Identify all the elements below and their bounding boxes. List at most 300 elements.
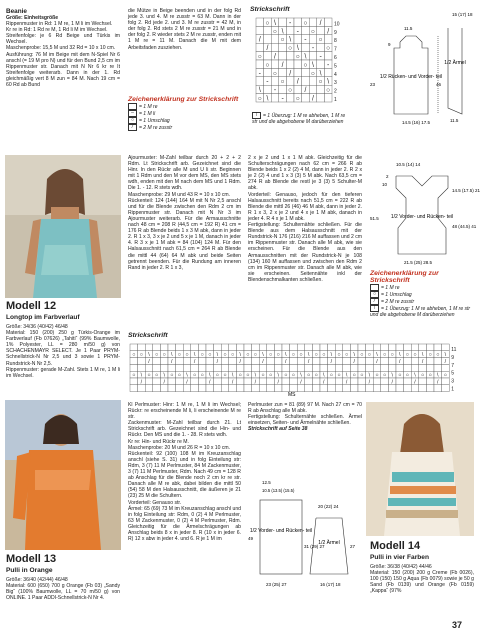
chart-cell — [388, 385, 396, 392]
chart-cell — [396, 364, 404, 371]
chart-symbol: \ — [285, 352, 287, 359]
chart-cell — [183, 385, 191, 392]
chart-symbol: / — [285, 358, 287, 365]
chart-symbol: ○ — [265, 61, 270, 69]
chart-cell — [309, 85, 317, 93]
chart-symbol: ○ — [215, 372, 220, 379]
chart-cell — [271, 43, 279, 51]
chart-cell — [259, 364, 267, 371]
chart-symbol: / — [266, 45, 269, 53]
chart-row-label: 5 — [451, 370, 454, 377]
chart-symbol: / — [399, 358, 401, 365]
chart-cell — [271, 60, 279, 68]
chart-cell — [320, 385, 328, 392]
chart-symbol: ○ — [306, 372, 311, 379]
chart-cell — [426, 378, 434, 385]
chart-symbol: / — [437, 379, 439, 386]
chart1-note — [252, 112, 352, 125]
chart-symbol: \ — [376, 352, 378, 359]
chart-symbol: / — [262, 358, 264, 365]
beanie-kr: Kr re in Rd: 1 Rd re M, 1 Rd li M im Wechsel. — [6, 27, 108, 34]
schema3-label-body: 1/2 Vorder- und Rücken- teil — [249, 528, 313, 534]
beanie-finish-text: die Mütze in Beige beenden und in der folg Rd jede 3. und 4. M re zusstr = 63 M. Dann in der folg 2. Rd jede 2. und 3. M re zusstr = 42 M, in der folg 2. Rd stets 2 M re zusstr = 21 M und in der folg 2. R wieder stets 2 M re zusstr, enden mit 1 M re = 11 M. Danach die M mit dem Arbeitsfaden zusziehen. — [128, 8, 241, 51]
chart-cell — [138, 344, 146, 351]
chart-symbol: ○ — [299, 352, 303, 359]
beanie-ausfuehrung: Ausführung: 76 M im Beige mit dem N-Spiel Nr 6 anschl (= 19 M pro N) und für den Bund 2,5 cm im Rippenmuster str. Danach mit N Nr 6 kr re It Streifenfolge weiterarb. Dann in der 1. Rd gleichmäßig vert 8 M zun = 84 M. Nach 19 cm = 60 Rd ab Bund — [6, 51, 120, 89]
symbol-ueberzug-icon: \ — [252, 112, 261, 119]
chart-cell — [176, 364, 184, 371]
chart-cell — [168, 364, 176, 371]
chart-symbol: ○ — [303, 19, 308, 27]
chart-cell — [286, 94, 294, 102]
chart-cell — [138, 364, 146, 371]
chart-cell — [358, 364, 366, 371]
chart-symbol: ○ — [318, 36, 323, 44]
legend-item-li — [128, 110, 240, 117]
chart-cell — [267, 385, 275, 392]
chart-cell — [317, 60, 325, 68]
chart-cell — [396, 385, 404, 392]
chart-cell — [286, 77, 294, 85]
chart-cell — [411, 344, 419, 351]
chart-cell — [404, 358, 412, 365]
chart-cell — [309, 77, 317, 85]
chart-symbol: / — [330, 358, 333, 365]
chart-cell — [335, 344, 343, 351]
chart-symbol: ○ — [139, 352, 144, 359]
chart-cell — [279, 43, 287, 51]
chart-cell — [343, 385, 351, 392]
chart-cell — [168, 378, 176, 385]
chart-symbol: ○ — [360, 372, 364, 379]
chart-cell — [396, 344, 404, 351]
chart-cell — [274, 364, 282, 371]
chart-symbol: \ — [296, 45, 299, 53]
chart-row-label: 1 — [334, 97, 337, 103]
chart-row-label: 4 — [334, 71, 337, 78]
chart-symbol: ○ — [420, 372, 425, 379]
chart-cell — [130, 378, 138, 385]
chart-cell — [426, 385, 434, 392]
schema3-dim: 31 (29) 27 — [304, 544, 325, 549]
chart-symbol: ○ — [208, 352, 212, 359]
chart2-ms: MS — [288, 392, 296, 398]
chart-symbol: / — [193, 358, 196, 365]
chart-cell — [259, 344, 267, 351]
model13-maschenprobe: Maschenprobe: 20 M und 26 R = 10 x 10 cm. — [128, 444, 231, 451]
chart-symbol: / — [312, 95, 314, 103]
chart-symbol: ○ — [367, 352, 372, 359]
chart-symbol: \ — [399, 352, 401, 359]
chart-cell — [294, 18, 302, 26]
beanie-section — [6, 8, 120, 88]
chart-symbol: - — [319, 53, 322, 61]
chart-symbol: - — [258, 70, 261, 78]
schema1-label-sleeve: 1/2 Ärmel — [444, 60, 466, 66]
chart-symbol: ○ — [162, 352, 166, 359]
chart-cell — [419, 344, 427, 351]
chart-cell — [130, 344, 138, 351]
chart-symbol: / — [421, 358, 424, 365]
model13-material: Material: 600 (650) 700 g Orange (Fb 03) „Sandy Big“ (100% Baumwolle, LL = 70 m/50 g) von ONLINE. 1 Paar ADDI-Schnellstrick-N Nr 4. — [6, 583, 120, 602]
chart-cell — [328, 364, 336, 371]
chart-symbol: ○ — [375, 372, 379, 379]
legend-model12 — [370, 270, 474, 318]
chart-cell — [302, 43, 310, 51]
chart-symbol: / — [258, 36, 261, 44]
chart-cell — [317, 94, 325, 102]
chart-symbol: ○ — [436, 352, 440, 359]
chart-symbol: ○ — [390, 352, 394, 359]
beanie-title: Beanie — [6, 8, 27, 15]
chart-cell — [198, 364, 206, 371]
chart-symbol: - — [304, 36, 307, 44]
chart-symbol: \ — [266, 95, 269, 103]
chart-symbol: ○ — [154, 372, 159, 379]
chart-symbol: ○ — [147, 372, 151, 379]
chart-cell — [138, 358, 146, 365]
chart-cell — [396, 378, 404, 385]
chart-symbol: ○ — [185, 352, 189, 359]
chart-cell — [312, 358, 320, 365]
model13-zacken: Zackenmuster: M-Zahl teilbar durch 21. Lt Strickschrift arb. Gezeichnet sind die Hin- und Rückr. Den MS und die 1. - 28. R stets wdh. — [128, 420, 241, 439]
symbol-dash-icon: – — [128, 110, 137, 117]
chart-cell — [191, 385, 199, 392]
chart-cell — [145, 364, 153, 371]
chart-cell — [130, 358, 138, 365]
chart-symbol: / — [216, 358, 219, 365]
chart-cell — [229, 364, 237, 371]
chart-cell — [366, 344, 374, 351]
schema2-dim: 10.5 (14) 14 — [396, 162, 421, 167]
chart-cell — [309, 18, 317, 26]
model14-photo — [366, 402, 474, 536]
chart-row-label: 11 — [451, 346, 457, 353]
model13-vorder: Vorderteil: Genauso str. — [128, 499, 182, 506]
chart-cell — [229, 358, 237, 365]
chart-symbol: \ — [353, 352, 355, 359]
chart-cell — [411, 358, 419, 365]
chart-cell — [328, 385, 336, 392]
chart-symbol: \ — [289, 36, 292, 44]
schema2-dim: 51.5 — [370, 216, 379, 221]
chart-symbol: ○ — [295, 95, 300, 103]
beanie-rippen: Rippenmuster in Rd: 1 M re, 1 M li im Wechsel. — [6, 21, 113, 28]
chart-cell — [145, 385, 153, 392]
chart-cell — [324, 68, 332, 76]
chart-cell — [373, 385, 381, 392]
chart-cell — [320, 358, 328, 365]
chart-symbol: ○ — [413, 352, 417, 359]
model14-section — [370, 540, 474, 594]
chart-cell — [317, 43, 325, 51]
chart-symbol: / — [376, 358, 378, 365]
chart-symbol: ○ — [303, 61, 308, 69]
chart2-title: Strickschrift — [128, 332, 168, 339]
chart-cell — [130, 364, 138, 371]
chart-cell — [183, 358, 191, 365]
chart-cell — [297, 364, 305, 371]
legend-label: = 1 Umschlag — [381, 291, 412, 298]
chart-cell — [244, 378, 252, 385]
chart-cell — [426, 364, 434, 371]
chart-symbol: / — [414, 379, 416, 386]
model12-schulter: 2 x je 2 und 1 x 1 M abk. Gleichzeitig für die Schulterschrägungen nach 62 cm = 266 R ab Blende beids 1 x 2 (2) 4 M, dann in jeder 2. R 2 x je 2 (2) 4 und 1 x 3 (3) 5 M abk. Nach 63,5 cm = 274 R ab Blende die restl je 3 (3) 5 Schulter-M abk. — [248, 155, 362, 192]
chart-cell — [312, 364, 320, 371]
chart-cell — [282, 385, 290, 392]
chart-cell — [335, 385, 343, 392]
chart-cell — [206, 364, 214, 371]
chart-row-label: 5 — [334, 63, 337, 70]
chart-cell — [160, 385, 168, 392]
chart-cell — [244, 358, 252, 365]
legend-label: = 2 M re zusstr — [139, 124, 173, 131]
chart-cell — [358, 378, 366, 385]
chart-symbol: ○ — [246, 352, 250, 359]
chart-symbol: \ — [140, 372, 143, 379]
chart-cell — [305, 364, 313, 371]
chart-symbol: - — [311, 45, 315, 53]
schema-beanie — [366, 6, 474, 130]
chart-symbol: \ — [231, 372, 234, 379]
chart-symbol: / — [209, 379, 211, 386]
model13-title: Modell 13 — [6, 553, 57, 565]
model12-instructions-2 — [248, 155, 362, 283]
chart-cell — [324, 35, 332, 43]
chart-cell — [373, 378, 381, 385]
chart1-note-text: = 1 Überzug: 1 M re abheben, 1 M re str und die abgehobene M darüberziehen — [252, 112, 346, 126]
chart-cell — [312, 385, 320, 392]
chart-symbol: \ — [148, 352, 150, 359]
chart-cell — [294, 35, 302, 43]
chart-cell — [328, 344, 336, 351]
symbol-slash-icon: / — [370, 298, 379, 305]
chart-cell — [221, 385, 229, 392]
chart-symbol: / — [277, 379, 279, 386]
chart-symbol: ○ — [238, 372, 242, 379]
chart-symbol: / — [281, 61, 284, 69]
chart-cell — [302, 68, 310, 76]
chart-symbol: / — [327, 28, 330, 36]
chart-cell — [183, 344, 191, 351]
chart-symbol: ○ — [360, 352, 364, 359]
chart-symbol: ○ — [268, 372, 273, 379]
symbol-empty-icon — [128, 103, 137, 110]
chart-cell — [388, 364, 396, 371]
chart-cell — [264, 35, 272, 43]
chart-symbol: ○ — [132, 352, 136, 359]
chart-cell — [366, 358, 374, 365]
chart-cell — [221, 358, 229, 365]
chart-symbol: \ — [307, 352, 310, 359]
model13-photo — [5, 400, 121, 550]
schema1-dim: 14.5 (16) 17.5 — [402, 120, 431, 125]
schema2-dim: 48 (44.5) 41 — [452, 224, 477, 229]
chart-symbol: \ — [281, 28, 284, 36]
schema1-dim: 46 — [436, 82, 442, 87]
chart-cell — [206, 385, 214, 392]
chart-cell — [343, 364, 351, 371]
chart-symbol: ○ — [272, 28, 278, 36]
model14-title: Modell 14 — [370, 540, 421, 552]
chart-symbol: / — [304, 87, 307, 95]
chart-cell — [264, 26, 272, 34]
legend-item-zusstr — [128, 124, 240, 131]
chart-cell — [294, 85, 302, 93]
chart-cell — [153, 385, 161, 392]
chart-cell — [236, 378, 244, 385]
beanie-streifen: Streifenfolge: je 6 Rd Beige und Türkis im Wechsel. — [6, 33, 120, 46]
chart-cell — [404, 364, 412, 371]
chart-symbol: \ — [312, 61, 314, 69]
chart-cell — [176, 385, 184, 392]
model14-material: Material: 150 (200) 200 g Creme (Fb 0026), 100 (150) 150 g Aqua (Fb 0079) sowie je 50 g Sand (Fb 0139) und Orange (Fb 0159) „Kappa“ (97% — [370, 570, 474, 595]
chart-symbol: ○ — [329, 372, 334, 379]
chart-symbol: \ — [300, 372, 302, 379]
chart-cell — [252, 364, 260, 371]
chart-symbol: ○ — [398, 372, 402, 379]
schema3-dim: 12.5 — [262, 480, 271, 485]
model14-photo-image — [366, 402, 474, 536]
schema3-dim: 16 (17) 18 — [320, 582, 341, 587]
chart-row-label: 7 — [334, 46, 337, 53]
chart-cell — [305, 378, 313, 385]
model12-material: Material: 150 (200) 250 g Türkis-Orange im Farbverlauf (Fb 07626) „Tahiti“ (99% Baumwolle, 1% Polyester, LL = 280 m/50 g) von SCHACHENMAYR SELECT. Je 1 Paar PRYM-Schnellstrick-N Nr 2,5 und 3 sowie 1 PRYM-Rundstrick-N Nr 2,5. — [6, 330, 120, 367]
chart-symbol: \ — [209, 372, 211, 379]
chart-symbol: ○ — [223, 372, 227, 379]
chart-cell — [294, 68, 302, 76]
legend-label: = 1 M li — [139, 110, 156, 117]
legend2-title: Zeichenerklärung zur Strickschrift — [370, 270, 439, 284]
chart-cell — [153, 364, 161, 371]
chart-cell — [282, 364, 290, 371]
chart-row-label: 6 — [334, 55, 337, 61]
chart-cell — [312, 378, 320, 385]
chart-cell — [373, 344, 381, 351]
chart-symbol: ○ — [443, 372, 448, 379]
chart-cell — [214, 378, 222, 385]
chart-cell — [138, 385, 146, 392]
chart-cell — [279, 68, 287, 76]
chart-cell — [290, 344, 298, 351]
chart-cell — [411, 364, 419, 371]
chart-cell — [434, 364, 442, 371]
chart-cell — [259, 378, 267, 385]
chart-cell — [286, 26, 294, 34]
chart-symbol: - — [296, 28, 299, 36]
chart-symbol: - — [266, 78, 269, 86]
chart-cell — [302, 26, 310, 34]
chart-symbol: ○ — [352, 372, 356, 379]
model12-vorderteil: Vorderteil: Genauso, jedoch für den tieferen Halsausschnitt bereits nach 51,5 cm = 222 R ab Blende die mittl 26 (46) 46 M abk, dann in jeder 2. R 1 x 3, 2 x je 2 und 4 x je 1 M abk, danach in jeder 4. R 4 x je 1 M abk. — [248, 191, 362, 222]
chart-cell — [343, 344, 351, 351]
legend-label: = 2 M re zusstr — [381, 298, 415, 305]
chart-symbol: ○ — [326, 87, 331, 95]
chart-cell — [290, 358, 298, 365]
chart-cell — [290, 378, 298, 385]
chart-symbol: ○ — [405, 352, 410, 359]
chart-cell — [198, 385, 206, 392]
chart-symbol: ○ — [295, 53, 300, 61]
chart-cell — [160, 364, 168, 371]
model12-photo — [5, 155, 121, 298]
chart-cell — [309, 35, 317, 43]
schema1-dim: 9 — [388, 42, 391, 47]
chart-cell — [267, 344, 275, 351]
chart-symbol: ○ — [428, 352, 432, 359]
chart-symbol: ○ — [291, 352, 296, 359]
chart-symbol: / — [274, 53, 276, 61]
chart-symbol: - — [273, 87, 277, 95]
schema2-dim: 14.5 (17.5) 21 — [452, 188, 480, 193]
chart-cell — [366, 364, 374, 371]
chart-cell — [335, 358, 343, 365]
schema1-dim: 15 (17) 18 — [452, 12, 473, 17]
chart-row-label: 8 — [334, 38, 337, 45]
chart-row-label: 3 — [451, 378, 454, 385]
chart-cell — [335, 364, 343, 371]
chart-symbol: / — [368, 379, 371, 386]
model13-size: Größe: 36/40 (42/44) 46/48 — [6, 577, 68, 583]
model14-size: Größe: 36/38 (40/42) 44/46 — [370, 564, 432, 570]
chart-symbol: - — [289, 19, 292, 27]
chart-symbol: ○ — [337, 352, 341, 359]
chart-row-label: 9 — [451, 354, 454, 361]
chart-symbol: \ — [277, 372, 279, 379]
chart-cell — [229, 344, 237, 351]
model12-photo-image — [5, 155, 121, 298]
chart-cell — [442, 364, 450, 371]
model13-fertig: Fertigstellung: Schulternähte schließen. Ärmel einsetzen, Seiten- und Ärmelnähte schließen. — [248, 414, 362, 427]
schema3-dim: 10.5 (13.5) (15.5) — [262, 488, 295, 493]
legend-item-umschlag — [128, 117, 240, 124]
chart-symbol: ○ — [223, 352, 227, 359]
model13-photo-image — [5, 400, 121, 550]
legend-label: = 1 Überzug: 1 M re abheben, 1 M re str und die abgehobene M darüberziehen — [370, 305, 471, 319]
model12-ajour: Ajourmuster: M-Zahl teilbar durch 20 + 2 + 2 Rdm. Lt Strickschrift arb. Gezeichnet sind die Hinr. In den Rückr alle M und U li str. Beginnen mit 1 Rdm und den M vor dem MS, den MS stets wdh, enden mit den M nach dem MS und 1 Rdm. Die 1. - 12. R stets wdh. — [128, 155, 241, 192]
chart-cell — [282, 344, 290, 351]
chart-symbol: / — [296, 78, 299, 86]
chart-cell — [381, 364, 389, 371]
chart-cell — [256, 77, 264, 85]
schema3-label-sleeve: 1/2 Ärmel — [318, 540, 340, 546]
chart-cell — [279, 52, 287, 60]
chart-cell — [350, 378, 358, 385]
model13-subtitle: Pulli in Orange — [6, 567, 53, 574]
schema1-label-body: 1/2 Rücken- und Vorder- teil — [379, 74, 443, 80]
chart-symbol: \ — [391, 372, 393, 379]
chart-symbol: ○ — [428, 372, 432, 379]
chart-cell — [381, 344, 389, 351]
chart-cell — [350, 385, 358, 392]
chart-row-label: 2 — [334, 88, 337, 95]
model13-section — [6, 553, 120, 601]
chart-cell — [286, 52, 294, 60]
chart-cell — [252, 358, 260, 365]
chart-cell — [302, 77, 310, 85]
chart-symbol: ○ — [318, 78, 323, 86]
chart-cell — [358, 344, 366, 351]
chart-cell — [271, 35, 279, 43]
chart-symbol: ○ — [200, 352, 204, 359]
chart-cell — [419, 364, 427, 371]
chart-symbol: ○ — [382, 352, 387, 359]
schema3-dim: 27 — [350, 544, 356, 549]
schema-model13 — [248, 478, 362, 602]
chart-cell — [198, 378, 206, 385]
chart-symbol: \ — [437, 372, 439, 379]
model12-rippen: Rippenmuster: gerade M-Zahl. Stets 1 M re, 1 M li im Wechsel. — [6, 366, 120, 379]
